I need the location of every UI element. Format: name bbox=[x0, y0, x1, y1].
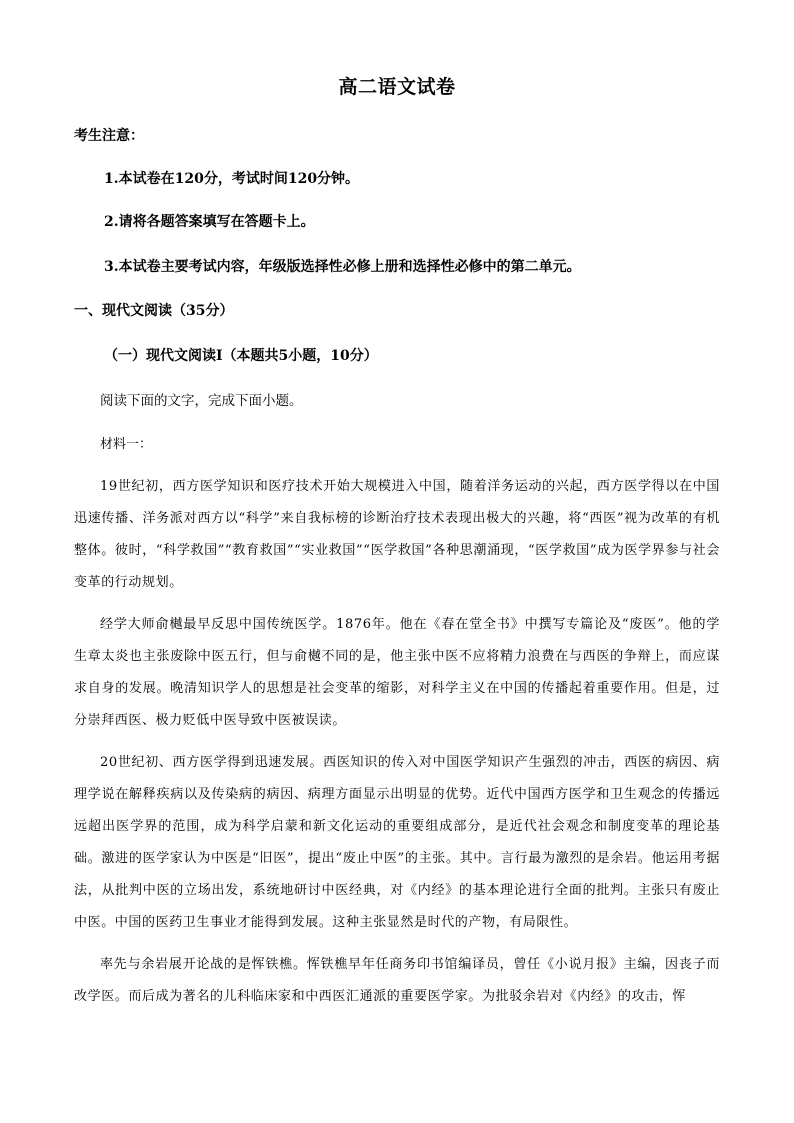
reading-instruction: 阅读下面的文字，完成下面小题。 bbox=[100, 393, 303, 409]
section-subheading: （一）现代文阅读Ⅰ（本题共5小题，10分） bbox=[104, 348, 378, 364]
material-paragraph-1: 19世纪初，西方医学知识和医疗技术开始大规模进入中国，随着洋务运动的兴起，西方医学得以在中国迅速传播、洋务派对西方以“科学”来自我标榜的诊断治疗技术表现出极大的兴趣，将“西医”视为改革的有机整体。彼时，“科学救国”“教育救国”“实业救国”“医学救国”各种思潮涌现，“医学救国”成为医学界参与社会变革的行动规划。 bbox=[74, 479, 720, 590]
notice-heading: 考生注意： bbox=[74, 128, 144, 144]
notice-item-1: 1.本试卷在120分，考试时间120分钟。 bbox=[104, 171, 360, 187]
material-paragraph-3: 20世纪初、西方医学得到迅速发展。西医知识的传入对中国医学知识产生强烈的冲击，西医的病因、病理学说在解释疾病以及传染病的病因、病理方面显示出明显的优势。近代中国西方医学和卫生观念的传播远远超出医学界的范围，成为科学启蒙和新文化运动的重要组成部分，是近代社会观念和制度变革的理论基础。激进的医学家认为中医是“旧医”，提出“废止中医”的主张。其中。言行最为激烈的是余岩。他运用考据法，从批判中医的立场出发，系统地研讨中医经典，对《内经》的基本理论进行全面的批判。主张只有废止中医。中国的医药卫生事业才能得到发展。这种主张显然是时代的产物，有局限性。 bbox=[74, 755, 720, 930]
material-label: 材料一： bbox=[100, 437, 153, 452]
section-heading: 一、现代文阅读（35分） bbox=[74, 303, 234, 319]
material-paragraph-2: 经学大师俞樾最早反思中国传统医学。1876年。他在《春在堂全书》中撰写专篇论及“废医”。他的学生章太炎也主张废除中医五行，但与俞樾不同的是，他主张中医不应将精力浪费在与西医的争辩上，而应谋求自身的发展。晚清知识学人的思想是社会变革的缩影，对科学主义在中国的传播起着重要作用。但是，过分崇拜西医、极力贬低中医导致中医被误读。 bbox=[74, 617, 720, 728]
material-paragraph-4: 率先与余岩展开论战的是恽铁樵。恽铁樵早年任商务印书馆编译员，曾任《小说月报》主编，因丧子而改学医。而后成为著名的儿科临床家和中西医汇通派的重要医学家。为批驳余岩对《内经》的攻击，恽 bbox=[74, 957, 720, 1004]
notice-item-2: 2.请将各题答案填写在答题卡上。 bbox=[104, 214, 315, 230]
page-title: 高二语文试卷 bbox=[338, 76, 456, 98]
notice-item-3: 3.本试卷主要考试内容，年级版选择性必修上册和选择性必修中的第二单元。 bbox=[104, 259, 581, 275]
